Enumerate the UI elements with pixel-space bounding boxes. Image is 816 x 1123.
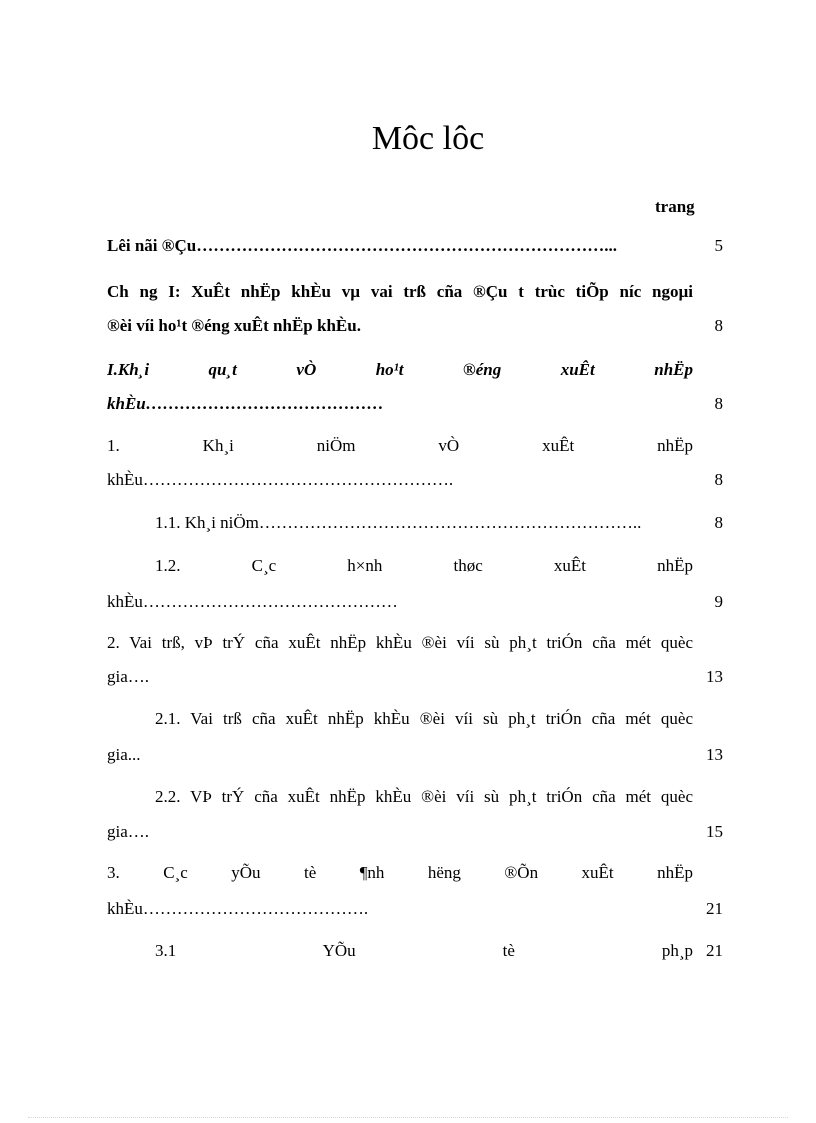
toc-entry-page: 15 — [706, 822, 723, 841]
toc-entry-2-1[interactable] — [107, 709, 723, 779]
page-bottom-divider — [28, 1117, 788, 1118]
toc-entry-text: Lêi nãi ®Çu………………………………………………………………... — [107, 236, 617, 255]
toc-entry-text-line2: gia…. — [107, 667, 150, 686]
toc-entry-text-line2: khÈu…………………………………… — [107, 394, 384, 413]
toc-entry-page: 5 — [714, 236, 723, 255]
toc-entry-page: 13 — [706, 745, 723, 764]
page-title: Môc lôc — [371, 120, 485, 157]
toc-entry-1-1[interactable] — [107, 513, 723, 553]
toc-entry-2-2[interactable] — [107, 787, 723, 857]
toc-entry-page: 8 — [714, 513, 723, 532]
toc-entry-1[interactable] — [107, 436, 723, 506]
toc-entry-page: 8 — [714, 316, 723, 335]
toc-entry-text-line1: 3. C¸c yÕu tè ¶nh hëng ®Õn xuÊt nhËp — [107, 863, 693, 882]
toc-entry-text-line2: khÈu………………………………………………. — [107, 470, 454, 489]
toc-entry-text: 3.1 YÕu tè ph¸p — [155, 941, 693, 960]
toc-entry-page: 21 — [706, 899, 723, 918]
toc-entry-text-line1: I.Kh¸i qu¸t vÒ ho¹t ®éng xuÊt nhËp — [107, 360, 693, 379]
toc-entry-page: 21 — [706, 941, 723, 960]
toc-entry-3[interactable] — [107, 863, 723, 933]
toc-entry-foreword[interactable] — [107, 236, 723, 276]
toc-entry-text-line1: 1.2. C¸c h×nh thøc xuÊt nhËp — [155, 556, 693, 575]
toc-entry-page: 13 — [706, 667, 723, 686]
toc-entry-section-I[interactable] — [107, 360, 723, 430]
page-column-header: trang — [655, 197, 695, 216]
toc-entry-text-line2: gia…. — [107, 822, 150, 841]
toc-entry-text-line1: 2.2. VÞ trÝ cña xuÊt nhËp khÈu ®èi víi sù ph¸t triÓn cña mét quèc — [155, 787, 693, 806]
toc-entry-text-line1: 1. Kh¸i niÖm vÒ xuÊt nhËp — [107, 436, 693, 455]
toc-entry-2[interactable] — [107, 633, 723, 703]
toc-entry-text: 1.1. Kh¸i niÖm………………………………………………………….. — [155, 513, 642, 532]
toc-entry-page: 8 — [714, 394, 723, 413]
toc-entry-chapter-1[interactable] — [107, 282, 723, 352]
toc-entry-text-line2: gia... — [107, 745, 141, 764]
toc-entry-text-line1: 2. Vai trß, vÞ trÝ cña xuÊt nhËp khÈu ®èi víi sù ph¸t triÓn cña mét quèc — [107, 633, 693, 652]
toc-entry-text-line1: 2.1. Vai trß cña xuÊt nhËp khÈu ®èi víi sù ph¸t triÓn cña mét quèc — [155, 709, 693, 728]
toc-entry-page: 9 — [714, 592, 723, 611]
toc-entry-text-line2: ®èi víi ho¹t ®éng xuÊt nhËp khÈu. — [107, 316, 361, 335]
toc-entry-1-2[interactable] — [107, 556, 723, 626]
toc-entry-page: 8 — [714, 470, 723, 489]
toc-entry-text-line1: Ch ng I: XuÊt nhËp khÈu vµ vai trß cña ®Çu t trùc tiÕp níc ngoµi — [107, 282, 693, 301]
toc-entry-text-line2: khÈu…………………………………. — [107, 899, 369, 918]
toc-entry-3-1[interactable] — [107, 941, 723, 981]
toc-entry-text-line2: khÈu……………………………………… — [107, 592, 398, 611]
